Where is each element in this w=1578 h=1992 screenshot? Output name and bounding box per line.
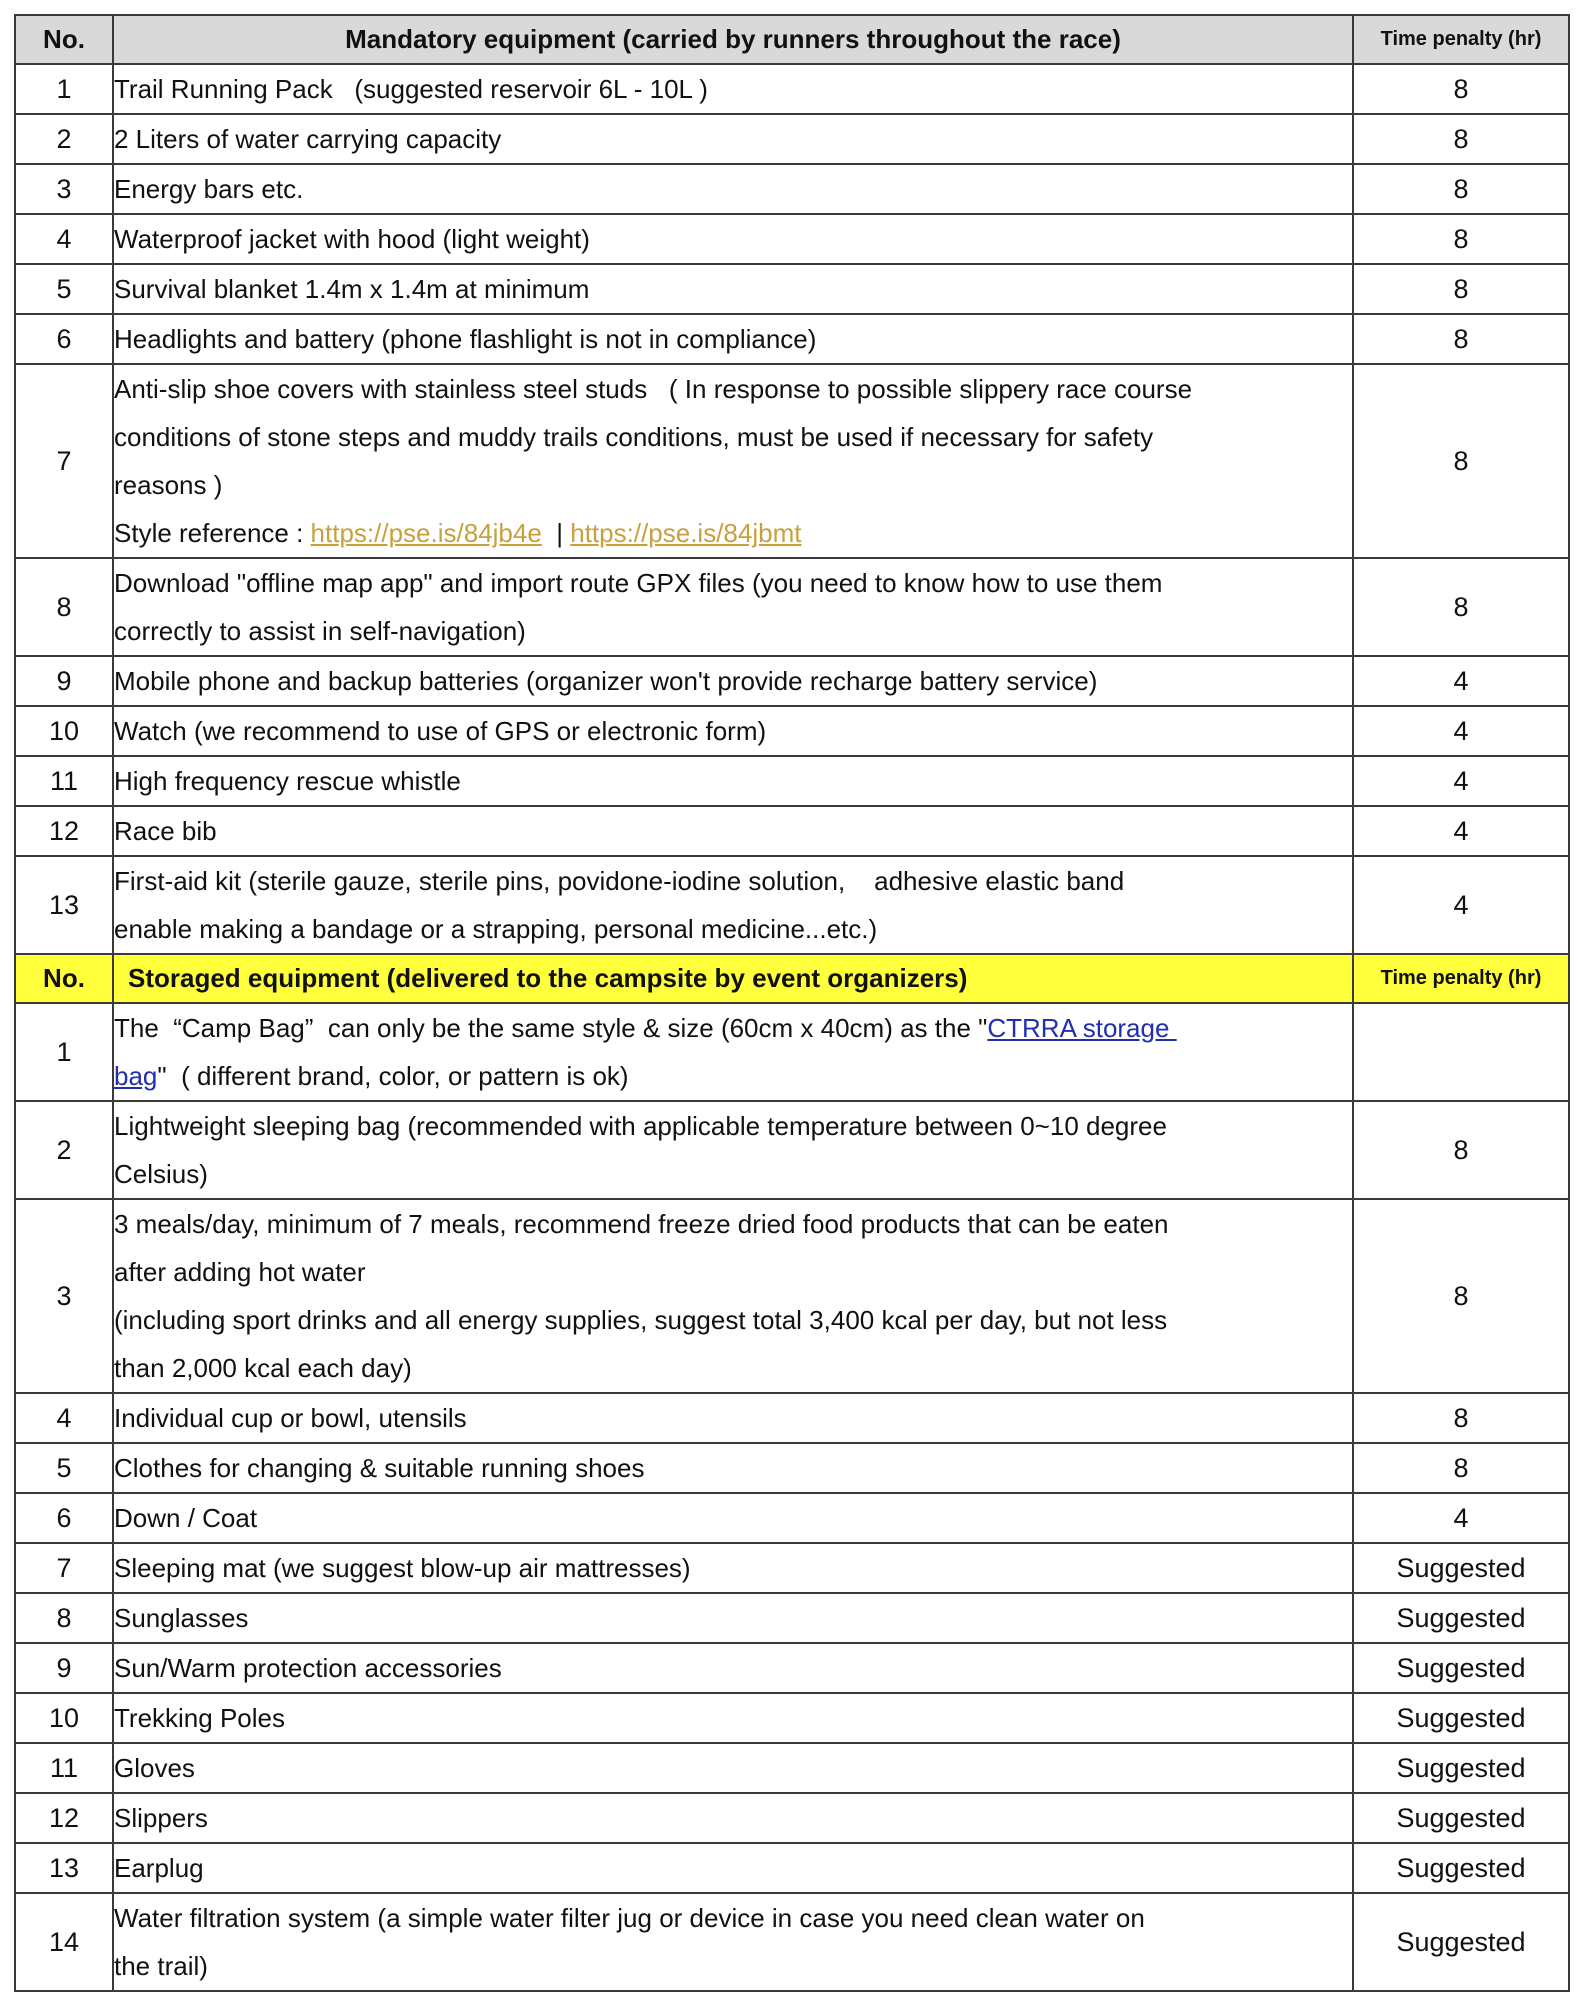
row-number: 5 [15,264,113,314]
row-number: 5 [15,1443,113,1493]
row-item: Survival blanket 1.4m x 1.4m at minimum [113,264,1353,314]
row-item: 2 Liters of water carrying capacity [113,114,1353,164]
storage-header-row [15,954,1569,1003]
item-line: 3 meals/day, minimum of 7 meals, recommend freeze dried food products that can be eaten [114,1209,1169,1239]
row-item: Clothes for changing & suitable running shoes [113,1443,1353,1493]
link-separator: | [541,518,571,548]
row-number: 7 [15,364,113,558]
row-penalty: 8 [1353,364,1569,558]
row-number: 7 [15,1543,113,1593]
table-row [15,164,1569,214]
item-line: Lightweight sleeping bag (recommended with applicable temperature between 0~10 degree [114,1111,1167,1141]
item-text: The “Camp Bag” can only be the same style & size (60cm x 40cm) as the " [114,1013,988,1043]
row-item: Earplug [113,1843,1353,1893]
row-penalty: Suggested [1353,1843,1569,1893]
row-number: 11 [15,756,113,806]
table-row [15,1593,1569,1643]
column-header-penalty: Time penalty (hr) [1353,15,1569,64]
table-row [15,214,1569,264]
table-row [15,1199,1569,1393]
row-number: 13 [15,856,113,954]
row-item [113,1101,1353,1199]
row-item: High frequency rescue whistle [113,756,1353,806]
row-penalty: Suggested [1353,1793,1569,1843]
table-row [15,64,1569,114]
table-row [15,1693,1569,1743]
row-number: 1 [15,64,113,114]
item-line: after adding hot water [114,1257,366,1287]
item-line: Anti-slip shoe covers with stainless steel studs ( In response to possible slippery race course [114,374,1193,404]
item-line: conditions of stone steps and muddy trails conditions, must be used if necessary for safety [114,422,1154,452]
row-item: Trail Running Pack (suggested reservoir 6L - 10L ) [113,64,1353,114]
row-number: 3 [15,164,113,214]
table-row [15,1443,1569,1493]
row-item: Sun/Warm protection accessories [113,1643,1353,1693]
table-row [15,314,1569,364]
table-row [15,856,1569,954]
item-line: the trail) [114,1951,208,1981]
row-number: 4 [15,1393,113,1443]
table-row [15,1101,1569,1199]
style-reference-link-2[interactable]: https://pse.is/84jbmt [570,518,802,548]
table-row [15,558,1569,656]
row-item [113,1199,1353,1393]
row-item: Watch (we recommend to use of GPS or electronic form) [113,706,1353,756]
table-row [15,264,1569,314]
row-number: 10 [15,1693,113,1743]
row-item: Energy bars etc. [113,164,1353,214]
row-penalty: 8 [1353,558,1569,656]
item-text: " ( different brand, color, or pattern is ok) [157,1061,629,1091]
table-row [15,656,1569,706]
row-item: Mobile phone and backup batteries (organizer won't provide recharge battery service) [113,656,1353,706]
row-item [113,558,1353,656]
row-item: Gloves [113,1743,1353,1793]
row-penalty: 4 [1353,706,1569,756]
row-item: Waterproof jacket with hood (light weight) [113,214,1353,264]
table-row [15,1543,1569,1593]
row-number: 10 [15,706,113,756]
row-number: 9 [15,1643,113,1693]
row-penalty: Suggested [1353,1893,1569,1991]
table-row [15,1493,1569,1543]
row-number: 2 [15,114,113,164]
row-number: 6 [15,1493,113,1543]
row-item [113,1003,1353,1101]
row-penalty: Suggested [1353,1693,1569,1743]
row-penalty: 8 [1353,1443,1569,1493]
style-reference-link-1[interactable]: https://pse.is/84jb4e [310,518,542,548]
row-number: 8 [15,1593,113,1643]
item-line: First-aid kit (sterile gauze, sterile pins, povidone-iodine solution, adhesive elastic band [114,866,1125,896]
row-item: Slippers [113,1793,1353,1843]
row-penalty: 8 [1353,264,1569,314]
row-number: 8 [15,558,113,656]
row-number: 2 [15,1101,113,1199]
table-row [15,1743,1569,1793]
row-number: 9 [15,656,113,706]
row-penalty: Suggested [1353,1593,1569,1643]
row-item [113,1893,1353,1991]
style-reference-label: Style reference : [114,518,311,548]
row-number: 6 [15,314,113,364]
row-penalty: 8 [1353,314,1569,364]
item-line: (including sport drinks and all energy supplies, suggest total 3,400 kcal per day, but not less [114,1305,1168,1335]
style-reference-line [114,509,1352,557]
row-item: Individual cup or bowl, utensils [113,1393,1353,1443]
row-number: 11 [15,1743,113,1793]
row-penalty [1353,1003,1569,1101]
row-number: 13 [15,1843,113,1893]
row-item: Trekking Poles [113,1693,1353,1743]
storage-section-title: Storaged equipment (delivered to the campsite by event organizers) [113,954,1353,1003]
row-number: 4 [15,214,113,264]
item-line: enable making a bandage or a strapping, personal medicine...etc.) [114,914,878,944]
table-row [15,1893,1569,1991]
row-number: 1 [15,1003,113,1101]
row-penalty: Suggested [1353,1643,1569,1693]
row-item [113,364,1353,558]
table-row [15,1643,1569,1693]
row-penalty: 4 [1353,806,1569,856]
row-penalty: 4 [1353,756,1569,806]
item-line: Download "offline map app" and import route GPX files (you need to know how to use them [114,568,1163,598]
row-item [113,856,1353,954]
item-line: than 2,000 kcal each day) [114,1353,412,1383]
row-item: Sleeping mat (we suggest blow-up air mattresses) [113,1543,1353,1593]
row-number: 14 [15,1893,113,1991]
row-item: Race bib [113,806,1353,856]
item-line: Celsius) [114,1159,208,1189]
ctrra-storage-bag-link-cont[interactable]: bag [114,1061,158,1091]
row-penalty: Suggested [1353,1743,1569,1793]
table-row [15,1793,1569,1843]
column-header-penalty: Time penalty (hr) [1353,954,1569,1003]
row-item: Down / Coat [113,1493,1353,1543]
row-penalty: 8 [1353,1393,1569,1443]
table-row [15,364,1569,558]
column-header-no: No. [15,954,113,1003]
row-penalty: 4 [1353,1493,1569,1543]
ctrra-storage-bag-link[interactable]: CTRRA storage [987,1013,1177,1043]
equipment-table [14,14,1570,1992]
table-row [15,1393,1569,1443]
row-penalty: Suggested [1353,1543,1569,1593]
item-line: reasons ) [114,470,223,500]
column-header-no: No. [15,15,113,64]
mandatory-header-row [15,15,1569,64]
table-row [15,706,1569,756]
row-number: 12 [15,1793,113,1843]
row-penalty: 8 [1353,1199,1569,1393]
row-item: Sunglasses [113,1593,1353,1643]
row-penalty: 8 [1353,64,1569,114]
table-row [15,1003,1569,1101]
table-row [15,806,1569,856]
row-number: 12 [15,806,113,856]
row-penalty: 4 [1353,856,1569,954]
row-number: 3 [15,1199,113,1393]
table-row [15,756,1569,806]
table-row [15,1843,1569,1893]
row-penalty: 8 [1353,214,1569,264]
row-penalty: 8 [1353,164,1569,214]
table-row [15,114,1569,164]
row-penalty: 8 [1353,114,1569,164]
row-item: Headlights and battery (phone flashlight is not in compliance) [113,314,1353,364]
item-line: Water filtration system (a simple water filter jug or device in case you need clean water on [114,1903,1145,1933]
row-penalty: 8 [1353,1101,1569,1199]
item-line: correctly to assist in self-navigation) [114,616,526,646]
mandatory-section-title: Mandatory equipment (carried by runners throughout the race) [113,15,1353,64]
row-penalty: 4 [1353,656,1569,706]
